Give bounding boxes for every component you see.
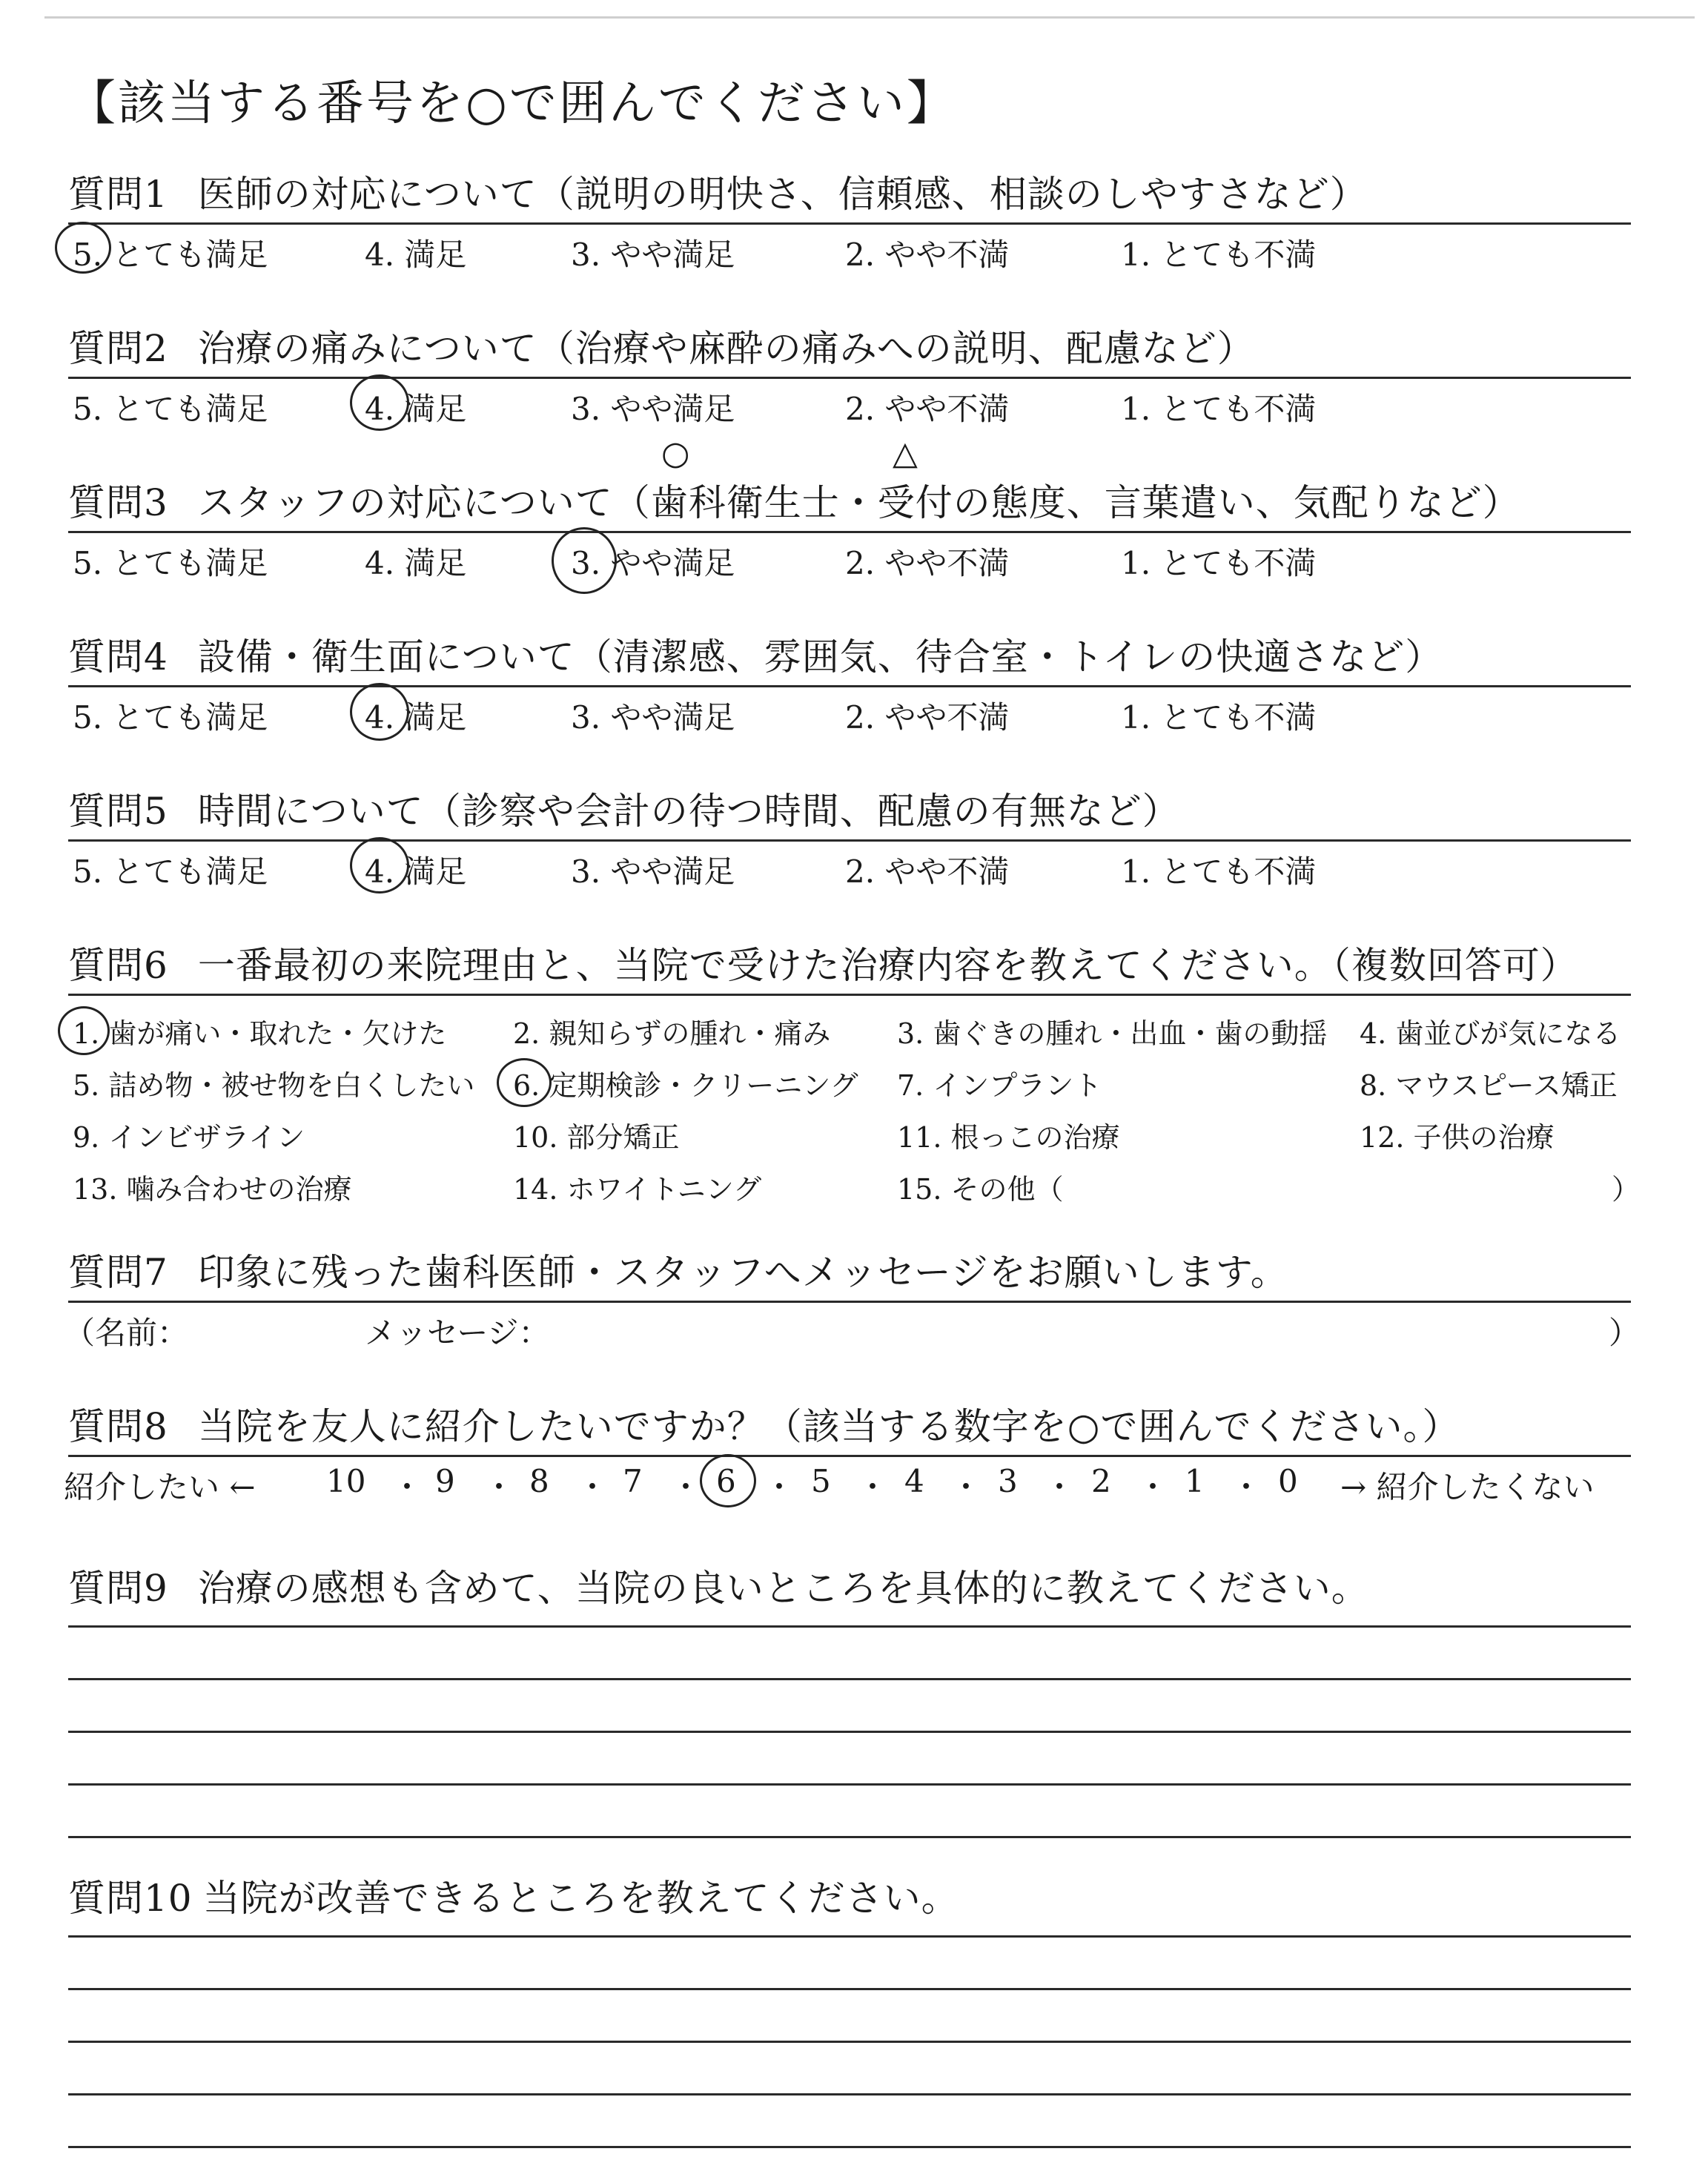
message-row <box>64 1303 1641 1351</box>
reason-option[interactable]: 3. 歯ぐきの腫れ・出血・歯の動揺 <box>897 1017 1328 1050</box>
option-3[interactable]: 3. やや満足 <box>571 699 735 736</box>
question-title: 質問7 印象に残った歯科医師・スタッフへメッセージをお願いします。 <box>68 1251 1288 1294</box>
question-4 <box>68 627 1631 736</box>
reason-option[interactable]: 9. インビザライン <box>73 1121 305 1154</box>
scale-value[interactable]: 3 <box>998 1463 1018 1499</box>
scale-left-label: 紹介したい ← <box>64 1469 256 1505</box>
scale-value[interactable]: 8 <box>529 1463 549 1499</box>
rating-options <box>68 533 1631 581</box>
option-4[interactable]: 4. 満足 <box>365 853 467 890</box>
reason-option[interactable]: 6. 定期検診・クリーニング <box>513 1069 858 1102</box>
option-1[interactable]: 1. とても不満 <box>1121 699 1317 736</box>
question-title: 質問9 治療の感想も含めて、当院の良いところを具体的に教えてください。 <box>68 1567 1369 1610</box>
answer-line[interactable] <box>68 2041 1631 2093</box>
answer-line[interactable] <box>68 1731 1631 1783</box>
recommend-scale <box>64 1457 1631 1505</box>
scale-separator: ・ <box>1137 1469 1169 1505</box>
option-3[interactable]: 3. やや満足 <box>571 853 735 890</box>
reason-option[interactable]: 8. マウスピース矯正 <box>1360 1069 1618 1102</box>
scale-value[interactable]: 5 <box>811 1463 831 1499</box>
scale-separator: ・ <box>483 1469 515 1505</box>
scale-separator: ・ <box>1044 1469 1076 1505</box>
option-2[interactable]: 2. やや不満 <box>845 699 1010 736</box>
question-10 <box>68 1869 1631 2160</box>
scale-right-label: → 紹介したくない <box>1340 1469 1595 1505</box>
answer-line[interactable] <box>68 2146 1631 2160</box>
reason-option[interactable]: 11. 根っこの治療 <box>897 1121 1120 1154</box>
answer-line[interactable] <box>68 1935 1631 1988</box>
scale-separator: ・ <box>391 1469 423 1505</box>
scale-separator: ・ <box>764 1469 795 1505</box>
scale-value[interactable]: 7 <box>623 1463 643 1499</box>
reason-option[interactable]: 15. その他（ <box>897 1173 1064 1206</box>
question-5 <box>68 782 1631 890</box>
option-4[interactable]: 4. 満足 <box>365 391 467 427</box>
reason-option[interactable]: 7. インプラント <box>897 1069 1102 1102</box>
scale-separator: ・ <box>670 1469 702 1505</box>
question-title: 質問3 スタッフの対応について（歯科衛生士・受付の態度、言葉遣い、気配りなど） <box>68 481 1520 524</box>
page-header: 【該当する番号を○で囲んでください】 <box>68 76 956 131</box>
question-title: 質問6 一番最初の来院理由と、当院で受けた治療内容を教えてください。（複数回答可） <box>68 944 1578 987</box>
option-4[interactable]: 4. 満足 <box>365 545 467 581</box>
reason-option[interactable]: 2. 親知らずの腫れ・痛み <box>513 1017 831 1050</box>
close-paren: ） <box>1609 1315 1641 1351</box>
question-title: 質問5 時間について（診察や会計の待つ時間、配慮の有無など） <box>68 790 1180 833</box>
option-5[interactable]: 5. とても満足 <box>73 853 268 890</box>
reason-option[interactable]: 1. 歯が痛い・取れた・欠けた <box>73 1017 447 1050</box>
option-1[interactable]: 1. とても不満 <box>1121 391 1317 427</box>
scale-value[interactable]: 6 <box>716 1463 736 1499</box>
rating-options <box>68 687 1631 736</box>
reason-option[interactable]: 10. 部分矯正 <box>513 1121 680 1154</box>
answer-line[interactable] <box>68 1783 1631 1836</box>
scale-value[interactable]: 1 <box>1185 1463 1205 1499</box>
reason-option[interactable]: 12. 子供の治療 <box>1360 1121 1555 1154</box>
scale-separator: ・ <box>857 1469 889 1505</box>
option-3[interactable]: 3. やや満足 <box>571 391 735 427</box>
option-5[interactable]: 5. とても満足 <box>73 391 268 427</box>
scale-value[interactable]: 0 <box>1278 1463 1298 1499</box>
scale-value[interactable]: 10 <box>326 1463 366 1499</box>
other-close-paren: ） <box>1612 1173 1641 1206</box>
handwritten-circle-mark: ○ <box>661 435 690 472</box>
scale-value[interactable]: 9 <box>435 1463 455 1499</box>
option-5[interactable]: 5. とても満足 <box>73 237 268 273</box>
question-title: 質問2 治療の痛みについて（治療や麻酔の痛みへの説明、配慮など） <box>68 327 1255 370</box>
option-1[interactable]: 1. とても不満 <box>1121 545 1317 581</box>
option-4[interactable]: 4. 満足 <box>365 699 467 736</box>
option-5[interactable]: 5. とても満足 <box>73 545 268 581</box>
question-8 <box>64 1397 1631 1505</box>
top-border <box>44 16 1695 19</box>
option-2[interactable]: 2. やや不満 <box>845 545 1010 581</box>
option-2[interactable]: 2. やや不満 <box>845 853 1010 890</box>
question-7 <box>64 1243 1641 1351</box>
reason-option[interactable]: 14. ホワイトニング <box>513 1173 762 1206</box>
rating-options <box>68 842 1631 890</box>
question-2 <box>68 319 1631 427</box>
reason-option[interactable]: 4. 歯並びが気になる <box>1360 1017 1621 1050</box>
scale-value[interactable]: 4 <box>904 1463 924 1499</box>
option-4[interactable]: 4. 満足 <box>365 237 467 273</box>
scale-separator: ・ <box>950 1469 982 1505</box>
rating-options <box>68 379 1631 427</box>
answer-line[interactable] <box>68 1678 1631 1731</box>
reason-option[interactable]: 13. 噛み合わせの治療 <box>73 1173 352 1206</box>
reason-option[interactable]: 5. 詰め物・被せ物を白くしたい <box>73 1069 475 1102</box>
question-title: 質問8 当院を友人に紹介したいですか？（該当する数字を○で囲んでください。） <box>68 1405 1460 1448</box>
option-2[interactable]: 2. やや不満 <box>845 391 1010 427</box>
rating-options <box>68 225 1631 273</box>
question-9 <box>68 1559 1631 1889</box>
option-3[interactable]: 3. やや満足 <box>571 237 735 273</box>
question-6 <box>68 936 1641 1218</box>
option-2[interactable]: 2. やや不満 <box>845 237 1010 273</box>
question-title: 質問1 医師の対応について（説明の明快さ、信頼感、相談のしやすさなど） <box>68 173 1368 216</box>
reason-options <box>68 996 1641 1218</box>
question-title: 質問10 当院が改善できるところを教えてください。 <box>68 1877 959 1920</box>
scale-value[interactable]: 2 <box>1091 1463 1111 1499</box>
option-3[interactable]: 3. やや満足 <box>571 545 735 581</box>
message-label: メッセージ： <box>365 1315 550 1351</box>
question-3 <box>68 435 1631 581</box>
option-1[interactable]: 1. とても不満 <box>1121 237 1317 273</box>
name-label: （名前： <box>64 1315 189 1351</box>
option-1[interactable]: 1. とても不満 <box>1121 853 1317 890</box>
question-1 <box>68 165 1631 273</box>
question-title: 質問4 設備・衛生面について（清潔感、雰囲気、待合室・トイレの快適さなど） <box>68 635 1443 678</box>
scale-separator: ・ <box>577 1469 609 1505</box>
handwritten-triangle-mark: △ <box>893 435 918 472</box>
answer-line[interactable] <box>68 1988 1631 2041</box>
scale-separator: ・ <box>1231 1469 1262 1505</box>
option-5[interactable]: 5. とても満足 <box>73 699 268 736</box>
answer-line[interactable] <box>68 1625 1631 1678</box>
answer-line[interactable] <box>68 2093 1631 2146</box>
